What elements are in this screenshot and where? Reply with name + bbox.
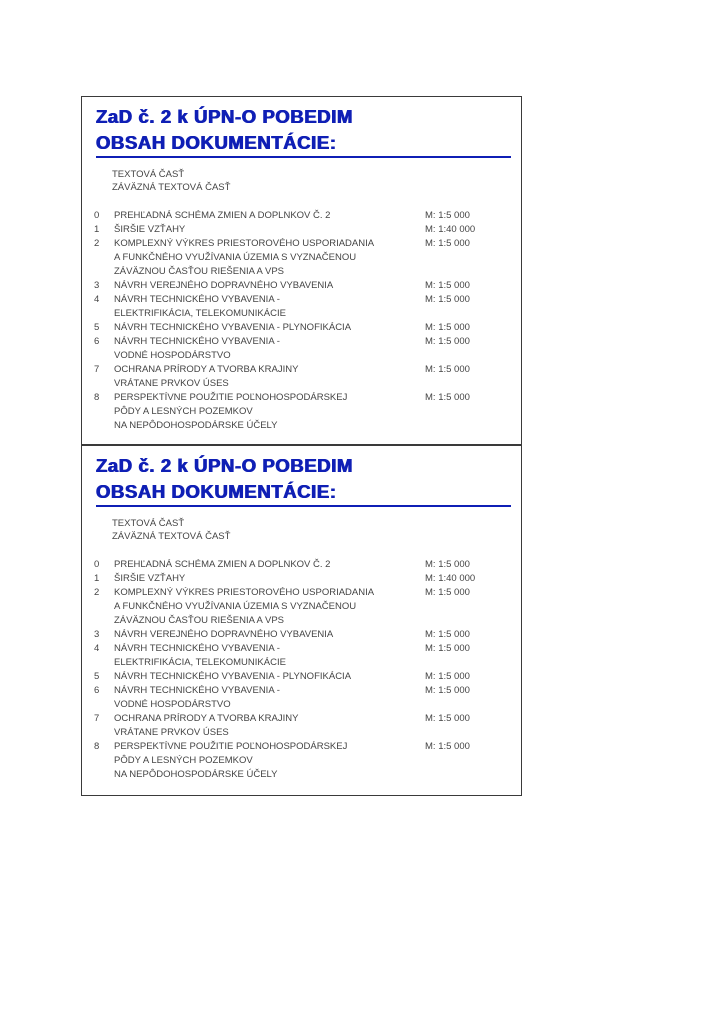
list-item <box>82 615 521 629</box>
item-scale: M: 1:5 000 <box>425 392 470 403</box>
list-item <box>82 378 521 392</box>
list-item <box>82 741 521 755</box>
item-label: PREHĽADNÁ SCHÉMA ZMIEN A DOPLNKOV Č. 2 <box>114 559 331 570</box>
item-label: ŠIRŠIE VZŤAHY <box>114 573 186 584</box>
list-item <box>82 406 521 420</box>
item-scale: M: 1:5 000 <box>425 671 470 682</box>
intro-text-part: TEXTOVÁ ČASŤ <box>112 518 185 529</box>
item-label: OCHRANA PRÍRODY A TVORBA KRAJINY <box>114 364 299 375</box>
item-label: KOMPLEXNÝ VÝKRES PRIESTOROVÉHO USPORIADANIA <box>114 587 375 598</box>
list-item <box>82 238 521 252</box>
item-label: ELEKTRIFIKÁCIA, TELEKOMUNIKÁCIE <box>114 308 286 319</box>
item-label: VRÁTANE PRVKOV ÚSES <box>114 727 229 738</box>
intro-binding-text-part: ZÁVÄZNÁ TEXTOVÁ ČASŤ <box>112 182 231 193</box>
list-item <box>82 322 521 336</box>
item-label: PREHĽADNÁ SCHÉMA ZMIEN A DOPLNKOV Č. 2 <box>114 210 331 221</box>
item-label: VODNÉ HOSPODÁRSTVO <box>114 350 231 361</box>
item-scale: M: 1:5 000 <box>425 741 470 752</box>
item-number: 7 <box>94 713 100 724</box>
item-label: PÔDY A LESNÝCH POZEMKOV <box>114 406 253 417</box>
item-number: 6 <box>94 336 100 347</box>
list-item <box>82 629 521 643</box>
card-title-line1: ZaD č. 2 k ÚPN-O POBEDIM <box>96 455 354 476</box>
contents-card-2 <box>81 445 522 796</box>
item-label: ŠIRŠIE VZŤAHY <box>114 224 186 235</box>
item-scale: M: 1:5 000 <box>425 238 470 249</box>
item-number: 1 <box>94 224 100 235</box>
item-number: 4 <box>94 294 100 305</box>
item-label: VRÁTANE PRVKOV ÚSES <box>114 378 229 389</box>
item-scale: M: 1:40 000 <box>425 224 476 235</box>
item-label: NÁVRH VEREJNÉHO DOPRAVNÉHO VYBAVENIA <box>114 629 334 640</box>
drawing-list <box>82 210 521 434</box>
item-scale: M: 1:5 000 <box>425 685 470 696</box>
drawing-list <box>82 559 521 783</box>
item-label: KOMPLEXNÝ VÝKRES PRIESTOROVÉHO USPORIADANIA <box>114 238 375 249</box>
list-item <box>82 266 521 280</box>
intro-binding-text-part: ZÁVÄZNÁ TEXTOVÁ ČASŤ <box>112 531 231 542</box>
item-label: A FUNKČNÉHO VYUŽÍVANIA ÚZEMIA S VYZNAČENOU <box>114 252 357 263</box>
item-label: NÁVRH TECHNICKÉHO VYBAVENIA - <box>114 685 280 696</box>
item-scale: M: 1:40 000 <box>425 573 476 584</box>
item-scale: M: 1:5 000 <box>425 643 470 654</box>
item-scale: M: 1:5 000 <box>425 364 470 375</box>
item-scale: M: 1:5 000 <box>425 280 470 291</box>
list-item <box>82 252 521 266</box>
item-label: OCHRANA PRÍRODY A TVORBA KRAJINY <box>114 713 299 724</box>
list-item <box>82 601 521 615</box>
item-label: NÁVRH TECHNICKÉHO VYBAVENIA - <box>114 336 280 347</box>
list-item <box>82 210 521 224</box>
item-label: PERSPEKTÍVNE POUŽITIE POĽNOHOSPODÁRSKEJ <box>114 392 348 403</box>
item-scale: M: 1:5 000 <box>425 336 470 347</box>
list-item <box>82 559 521 573</box>
list-item <box>82 364 521 378</box>
item-label: ELEKTRIFIKÁCIA, TELEKOMUNIKÁCIE <box>114 657 286 668</box>
item-label: NA NEPÔDOHOSPODÁRSKE ÚČELY <box>114 769 278 780</box>
list-item <box>82 769 521 783</box>
item-number: 0 <box>94 210 100 221</box>
item-label: PERSPEKTÍVNE POUŽITIE POĽNOHOSPODÁRSKEJ <box>114 741 348 752</box>
list-item <box>82 294 521 308</box>
item-label: NÁVRH TECHNICKÉHO VYBAVENIA - <box>114 643 280 654</box>
list-item <box>82 573 521 587</box>
item-label: VODNÉ HOSPODÁRSTVO <box>114 699 231 710</box>
item-scale: M: 1:5 000 <box>425 559 470 570</box>
item-label: NÁVRH TECHNICKÉHO VYBAVENIA - <box>114 294 280 305</box>
title-underline <box>96 156 511 158</box>
item-scale: M: 1:5 000 <box>425 629 470 640</box>
item-label: NÁVRH VEREJNÉHO DOPRAVNÉHO VYBAVENIA <box>114 280 334 291</box>
item-label: ZÁVÄZNOU ČASŤOU RIEŠENIA A VPS <box>114 266 284 277</box>
list-item <box>82 350 521 364</box>
list-item <box>82 685 521 699</box>
item-number: 2 <box>94 587 100 598</box>
item-scale: M: 1:5 000 <box>425 294 470 305</box>
list-item <box>82 420 521 434</box>
list-item <box>82 587 521 601</box>
list-item <box>82 755 521 769</box>
list-item <box>82 336 521 350</box>
item-number: 6 <box>94 685 100 696</box>
list-item <box>82 643 521 657</box>
item-number: 8 <box>94 392 100 403</box>
item-scale: M: 1:5 000 <box>425 322 470 333</box>
list-item <box>82 308 521 322</box>
item-number: 5 <box>94 322 100 333</box>
item-number: 3 <box>94 629 100 640</box>
list-item <box>82 224 521 238</box>
item-scale: M: 1:5 000 <box>425 210 470 221</box>
contents-card-1 <box>81 96 522 445</box>
list-item <box>82 392 521 406</box>
card-title-line1: ZaD č. 2 k ÚPN-O POBEDIM <box>96 106 354 127</box>
list-item <box>82 671 521 685</box>
item-number: 3 <box>94 280 100 291</box>
title-underline <box>96 505 511 507</box>
item-label: PÔDY A LESNÝCH POZEMKOV <box>114 755 253 766</box>
item-number: 2 <box>94 238 100 249</box>
item-scale: M: 1:5 000 <box>425 713 470 724</box>
card-title-line2: OBSAH DOKUMENTÁCIE: <box>96 132 337 153</box>
list-item <box>82 280 521 294</box>
item-label: A FUNKČNÉHO VYUŽÍVANIA ÚZEMIA S VYZNAČENOU <box>114 601 357 612</box>
list-item <box>82 713 521 727</box>
list-item <box>82 657 521 671</box>
item-number: 7 <box>94 364 100 375</box>
card-title-line2: OBSAH DOKUMENTÁCIE: <box>96 481 337 502</box>
item-number: 1 <box>94 573 100 584</box>
item-number: 8 <box>94 741 100 752</box>
list-item <box>82 727 521 741</box>
item-label: ZÁVÄZNOU ČASŤOU RIEŠENIA A VPS <box>114 615 284 626</box>
item-label: NÁVRH TECHNICKÉHO VYBAVENIA - PLYNOFIKÁCIA <box>114 671 352 682</box>
list-item <box>82 699 521 713</box>
item-number: 5 <box>94 671 100 682</box>
item-label: NÁVRH TECHNICKÉHO VYBAVENIA - PLYNOFIKÁCIA <box>114 322 352 333</box>
item-number: 4 <box>94 643 100 654</box>
item-scale: M: 1:5 000 <box>425 587 470 598</box>
item-label: NA NEPÔDOHOSPODÁRSKE ÚČELY <box>114 420 278 431</box>
item-number: 0 <box>94 559 100 570</box>
intro-text-part: TEXTOVÁ ČASŤ <box>112 169 185 180</box>
